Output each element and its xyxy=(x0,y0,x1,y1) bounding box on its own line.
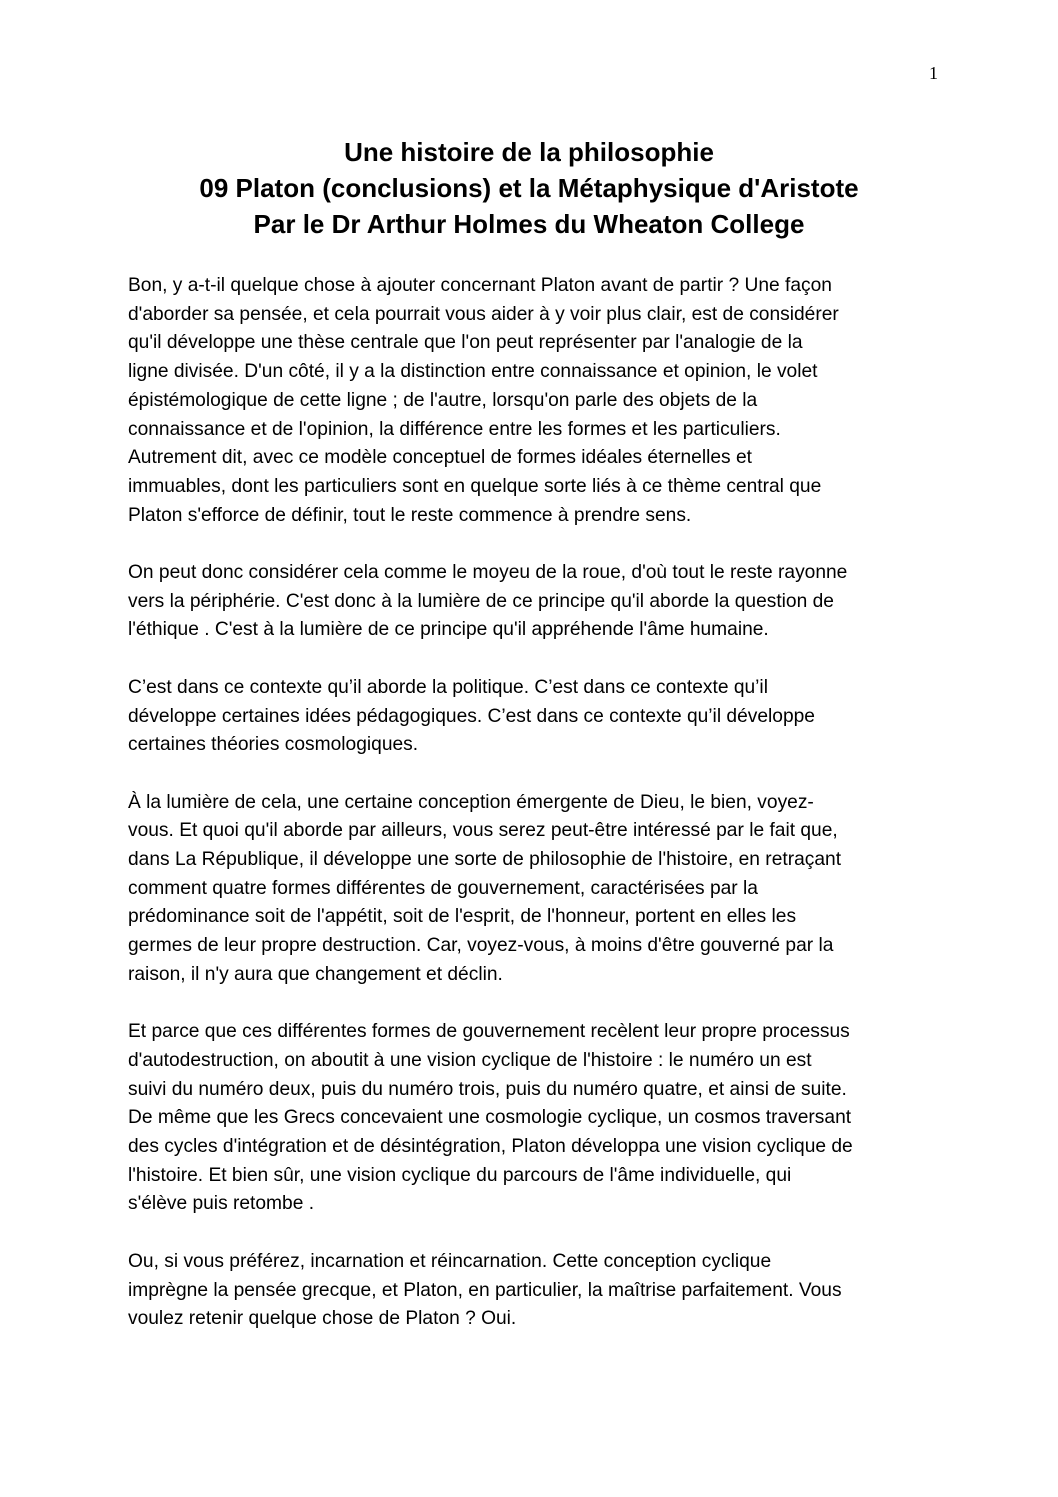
text-line: Et parce que ces différentes formes de gouvernement recèlent leur propre processus xyxy=(128,1021,850,1043)
text-line: développe certaines idées pédagogiques. C’est dans ce contexte qu’il développe xyxy=(128,705,815,727)
text-line: s'élève puis retombe . xyxy=(128,1193,315,1215)
text-line: d'aborder sa pensée, et cela pourrait vous aider à y voir plus clair, est de considérer xyxy=(128,303,839,325)
text-line: On peut donc considérer cela comme le moyeu de la roue, d'où tout le reste rayonne xyxy=(128,562,848,584)
paragraph xyxy=(128,789,938,990)
text-line: des cycles d'intégration et de désintégration, Platon développa une vision cyclique de xyxy=(128,1136,853,1158)
text-line: connaissance et de l'opinion, la différence entre les formes et les particuliers. xyxy=(128,418,781,440)
text-line: raison, il n'y aura que changement et déclin. xyxy=(128,963,503,985)
text-line: l'histoire. Et bien sûr, une vision cyclique du parcours de l'âme individuelle, qui xyxy=(128,1164,792,1186)
text-line: comment quatre formes différentes de gouvernement, caractérisées par la xyxy=(128,877,758,899)
text-line: ligne divisée. D'un côté, il y a la distinction entre connaissance et opinion, le volet xyxy=(128,361,818,383)
paragraph xyxy=(128,1248,938,1334)
text-line: Ou, si vous préférez, incarnation et réincarnation. Cette conception cyclique xyxy=(128,1250,772,1272)
text-line: Bon, y a-t-il quelque chose à ajouter concernant Platon avant de partir ? Une façon xyxy=(128,275,832,296)
title-line-author: Par le Dr Arthur Holmes du Wheaton College xyxy=(253,209,805,239)
text-line: épistémologique de cette ligne ; de l'autre, lorsqu'on parle des objets de la xyxy=(128,389,758,411)
paragraph xyxy=(128,1018,938,1219)
paragraph xyxy=(128,559,938,645)
text-line: Platon s'efforce de définir, tout le reste commence à prendre sens. xyxy=(128,504,692,526)
text-line: qu'il développe une thèse centrale que l'on peut représenter par l'analogie de la xyxy=(128,332,803,354)
title-line-series: Une histoire de la philosophie xyxy=(344,137,714,167)
title-line-lecture: 09 Platon (conclusions) et la Métaphysique d'Aristote xyxy=(199,173,859,203)
text-line: l'éthique . C'est à la lumière de ce principe qu'il appréhende l'âme humaine. xyxy=(128,619,769,641)
text-line: De même que les Grecs concevaient une cosmologie cyclique, un cosmos traversant xyxy=(128,1107,852,1129)
text-line: prédominance soit de l'appétit, soit de l'esprit, de l'honneur, portent en elles les xyxy=(128,906,797,928)
paragraph xyxy=(128,674,938,760)
document-body xyxy=(128,272,938,1363)
text-line: d'autodestruction, on aboutit à une vision cyclique de l'histoire : le numéro un est xyxy=(128,1049,812,1071)
text-line: certaines théories cosmologiques. xyxy=(128,734,419,756)
text-line: imprègne la pensée grecque, et Platon, en particulier, la maîtrise parfaitement. Vous xyxy=(128,1279,842,1301)
text-line: voulez retenir quelque chose de Platon ? Oui. xyxy=(128,1308,517,1330)
text-line: vous. Et quoi qu'il aborde par ailleurs, vous serez peut-être intéressé par le fait que, xyxy=(128,820,838,842)
text-line: germes de leur propre destruction. Car, voyez-vous, à moins d'être gouverné par la xyxy=(128,935,834,957)
text-line: À la lumière de cela, une certaine conception émergente de Dieu, le bien, voyez- xyxy=(128,791,814,813)
text-line: C’est dans ce contexte qu’il aborde la politique. C’est dans ce contexte qu’il xyxy=(128,676,768,698)
text-line: Autrement dit, avec ce modèle conceptuel de formes idéales éternelles et xyxy=(128,447,752,469)
page-number: 1 xyxy=(929,63,938,83)
paragraph xyxy=(128,272,938,530)
text-line: dans La République, il développe une sorte de philosophie de l'histoire, en retraçant xyxy=(128,849,842,871)
text-line: immuables, dont les particuliers sont en quelque sorte liés à ce thème central que xyxy=(128,475,822,497)
document-title xyxy=(100,134,958,242)
text-line: vers la périphérie. C'est donc à la lumière de ce principe qu'il aborde la question de xyxy=(128,590,834,612)
text-line: suivi du numéro deux, puis du numéro trois, puis du numéro quatre, et ainsi de suite. xyxy=(128,1078,847,1100)
